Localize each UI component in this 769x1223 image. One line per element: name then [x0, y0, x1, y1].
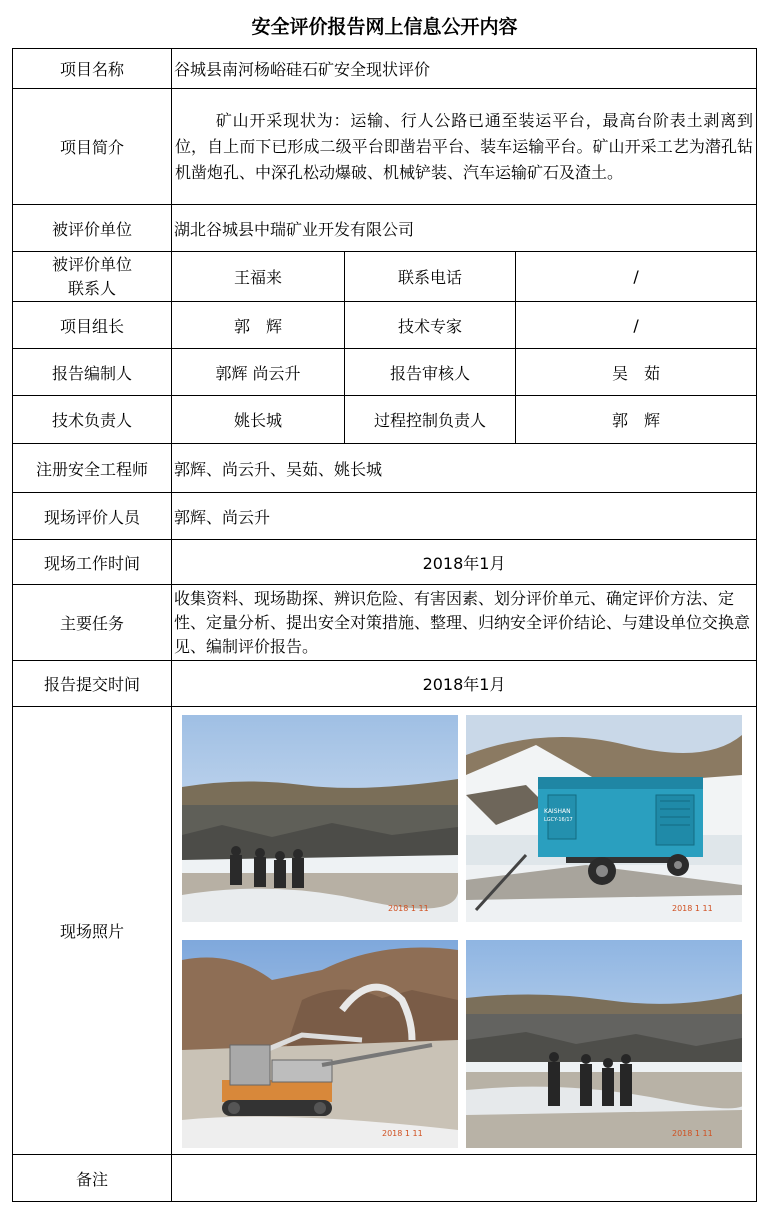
row-leader	[13, 302, 757, 349]
contact-label-line1: 被评价单位	[51, 254, 132, 274]
compiler-label: 报告编制人	[13, 349, 172, 396]
phone-value: /	[516, 252, 757, 302]
site-time-label: 现场工作时间	[13, 540, 172, 585]
row-site-staff	[13, 493, 757, 540]
evaluated-unit-value: 湖北谷城县中瑞矿业开发有限公司	[172, 205, 757, 252]
project-name-label: 项目名称	[13, 49, 172, 89]
row-engineers	[13, 444, 757, 493]
site-time-value: 2018年1月	[172, 540, 757, 585]
photo2-date-stamp: 2018 1 11	[672, 903, 713, 913]
row-tech-lead	[13, 396, 757, 444]
submit-time-value: 2018年1月	[172, 661, 757, 707]
engineers-label: 注册安全工程师	[13, 444, 172, 493]
row-remarks	[13, 1155, 757, 1202]
page-title: 安全评价报告网上信息公开内容	[251, 16, 518, 38]
site-staff-value: 郭辉、尚云升	[172, 493, 757, 540]
submit-time-label: 报告提交时间	[13, 661, 172, 707]
row-project-name	[13, 49, 757, 89]
tech-lead-label: 技术负责人	[13, 396, 172, 444]
site-photo-drill-rig	[182, 940, 458, 1148]
contact-value: 王福来	[172, 252, 345, 302]
leader-value: 郭 辉	[172, 302, 345, 349]
expert-value: /	[516, 302, 757, 349]
info-table	[12, 48, 757, 1202]
tech-lead-value: 姚长城	[172, 396, 345, 444]
compressor-model-label: LGCY-16/17	[544, 816, 573, 823]
expert-label: 技术专家	[345, 302, 516, 349]
photo-grid	[172, 708, 756, 1154]
process-label: 过程控制负责人	[345, 396, 516, 444]
site-staff-label: 现场评价人员	[13, 493, 172, 540]
photo4-date-stamp: 2018 1 11	[672, 1128, 713, 1138]
compiler-value: 郭辉 尚云升	[172, 349, 345, 396]
remarks-label: 备注	[13, 1155, 172, 1202]
row-photos	[13, 707, 757, 1155]
project-intro-value: 矿山开采现状为：运输、行人公路已通至装运平台，最高台阶表土剥离到位，自上而下已形成二级平台即凿岩平台、装车运输平台。矿山开采工艺为潜孔钻机凿炮孔、中深孔松动爆破、机械铲装、汽车运输矿石及渣土。	[175, 110, 754, 182]
compressor-brand-label: KAISHAN	[544, 807, 571, 815]
tasks-label: 主要任务	[13, 585, 172, 661]
leader-label: 项目组长	[13, 302, 172, 349]
reviewer-label: 报告审核人	[345, 349, 516, 396]
phone-label: 联系电话	[345, 252, 516, 302]
project-name-value: 谷城县南河杨峪硅石矿安全现状评价	[172, 49, 757, 89]
row-submit-time	[13, 661, 757, 707]
evaluated-unit-label: 被评价单位	[13, 205, 172, 252]
site-photo-compressor	[466, 715, 742, 922]
engineers-value: 郭辉、尚云升、吴茹、姚长城	[172, 444, 757, 493]
remarks-value	[172, 1155, 757, 1202]
tasks-value: 收集资料、现场勘探、辨识危险、有害因素、划分评价单元、确定评价方法、定性、定量分析、提出安全对策措施、整理、归纳安全评价结论、与建设单位交换意见、编制评价报告。	[172, 585, 757, 661]
project-intro-cell	[172, 89, 757, 205]
row-evaluated-unit	[13, 205, 757, 252]
photo3-date-stamp: 2018 1 11	[382, 1128, 423, 1138]
site-photo-quarry-staff	[466, 940, 742, 1148]
contact-label-line2: 联系人	[67, 278, 116, 298]
photos-label: 现场照片	[13, 707, 172, 1155]
row-contact	[13, 252, 757, 302]
photos-cell	[172, 707, 757, 1155]
row-compiler	[13, 349, 757, 396]
contact-label	[13, 252, 172, 302]
reviewer-value: 吴 茹	[516, 349, 757, 396]
row-site-time	[13, 540, 757, 585]
process-value: 郭 辉	[516, 396, 757, 444]
row-tasks	[13, 585, 757, 661]
project-intro-label: 项目简介	[13, 89, 172, 205]
row-project-intro	[13, 89, 757, 205]
photo1-date-stamp: 2018 1 11	[388, 903, 429, 913]
site-photo-quarry-group	[182, 715, 458, 922]
